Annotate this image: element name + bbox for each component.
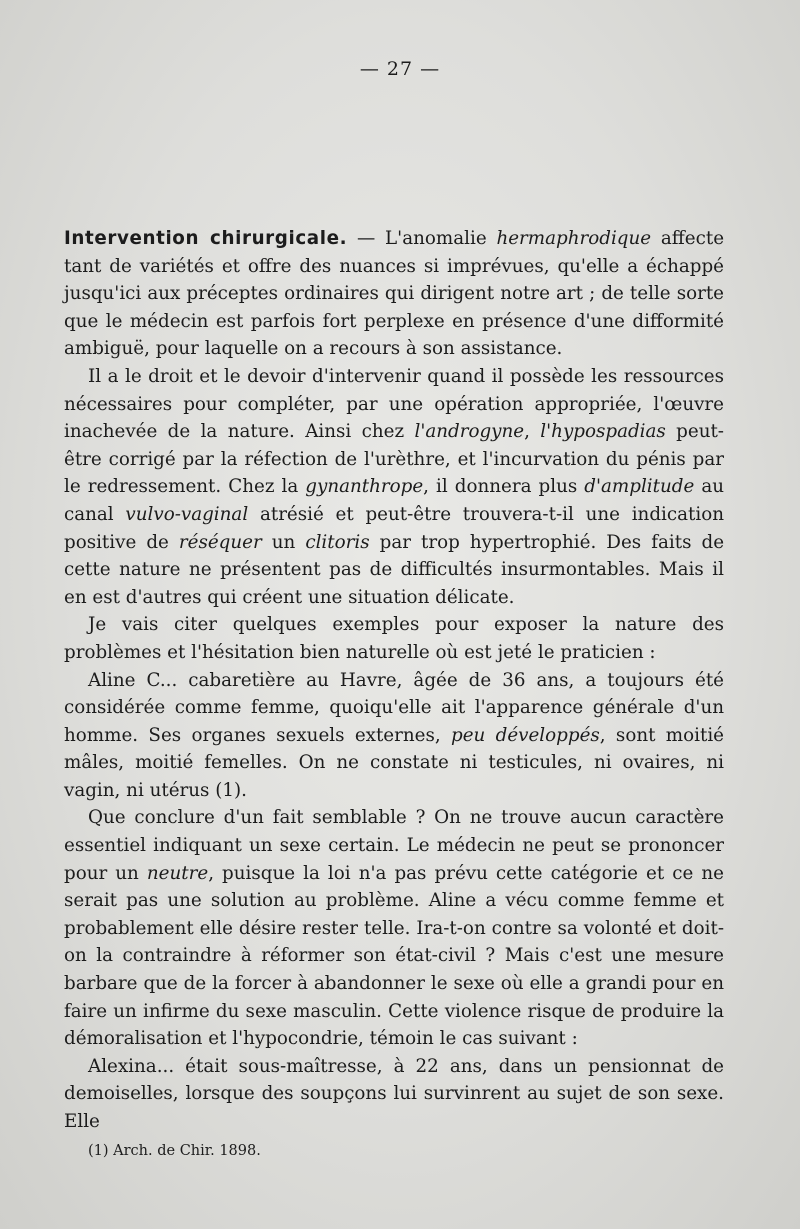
text-run: par trop hypertrophié. Des faits de cette nature ne présentent pas de difficultés insurmontables. Mais il en est d'autres qui créent une situation délicate. — [64, 531, 725, 608]
italic-term: clitoris — [305, 531, 370, 553]
text-run: Je vais citer quelques exemples pour exposer la nature des problèmes et l'hésitation bien naturelle où est jeté le praticien : — [64, 614, 724, 663]
page-number: — 27 — — [359, 58, 441, 80]
text-run: Il a le droit et le devoir d'intervenir quand il possède les ressources nécessaires pour compléter, par une opération appropriée, l'œuvre inachevée de la nature. Ainsi chez — [64, 365, 724, 443]
text-run: Aline C... cabaretière au Havre, âgée de 36 ans, a toujours été considérée comme femme, quoiqu'elle ait l'apparence générale d'un homme. Ses organes sexuels externes, — [64, 669, 724, 746]
text-run: peut-être corrigé par la réfection de l'urèthre, et l'incurvation du pénis par le redressement. Chez la — [64, 421, 724, 498]
text-run: , — [524, 421, 541, 443]
italic-term: l'hypospadias — [540, 421, 666, 443]
text-run: , il donnera plus — [423, 476, 585, 498]
footnote: (1) Arch. de Chir. 1898. — [88, 1143, 261, 1159]
text-run: un — [261, 531, 306, 553]
italic-term: peu développés — [451, 724, 600, 746]
paragraph-alexina — [64, 1053, 724, 1136]
paragraph-droit — [64, 363, 724, 611]
text-run: au canal — [64, 476, 724, 525]
body-text — [64, 225, 724, 1136]
paragraph-exemples — [64, 611, 724, 666]
text-run: atrésié et peut-être trouvera-t-il une indication positive de — [64, 503, 724, 553]
italic-term: vulvo-vaginal — [125, 503, 249, 525]
heading-dash: — — [347, 228, 386, 249]
paragraph-aline — [64, 667, 724, 805]
italic-term: l'androgyne — [414, 421, 525, 443]
paragraph-conclure — [64, 804, 724, 1052]
text-run: Que conclure d'un fait semblable ? On ne trouve aucun caractère essentiel indiquant un sexe certain. Le médecin ne peut se prononcer pour un — [64, 807, 724, 884]
paragraph-intervention — [64, 225, 724, 363]
italic-term: gynanthrope — [305, 476, 424, 498]
italic-term: d'amplitude — [584, 476, 695, 498]
italic-term: hermaphrodique — [496, 228, 652, 249]
italic-term: neutre — [146, 862, 209, 884]
text-run: , sont moitié mâles, moitié femelles. On ne constate ni testicules, ni ovaires, ni vagin, ni utérus (1). — [64, 724, 724, 801]
text-run: , puisque la loi n'a pas prévu cette catégorie et ce ne serait pas une solution au problème. Aline a vécu comme femme et probablement elle désire rester telle. Ira-t-on contre sa volonté et doit-on la contraindre à réformer son état-civil ? Mais c'est une mesure barbare que de la forcer à abandonner le sexe où elle a grandi pour en faire un infirme du sexe masculin. Cette violence risque de produire la démoralisation et l'hypocondrie, témoin le cas suivant : — [64, 862, 724, 1050]
section-heading: Intervention chirurgicale. — [64, 228, 348, 249]
text-run: L'anomalie — [385, 228, 497, 249]
text-run: affecte tant de variétés et offre des nuances si imprévues, qu'elle a échappé jusqu'ici aux préceptes ordinaires qui dirigent notre art ; de telle sorte que le médecin est parfois fort perplexe en présence d'une difformité ambiguë, pour laquelle on a recours à son assistance. — [64, 228, 725, 360]
italic-term: réséquer — [178, 531, 262, 553]
text-run: Alexina... était sous-maîtresse, à 22 ans, dans un pensionnat de demoiselles, lorsque des soupçons lui survinrent au sujet de son sexe. Elle — [64, 1055, 724, 1132]
